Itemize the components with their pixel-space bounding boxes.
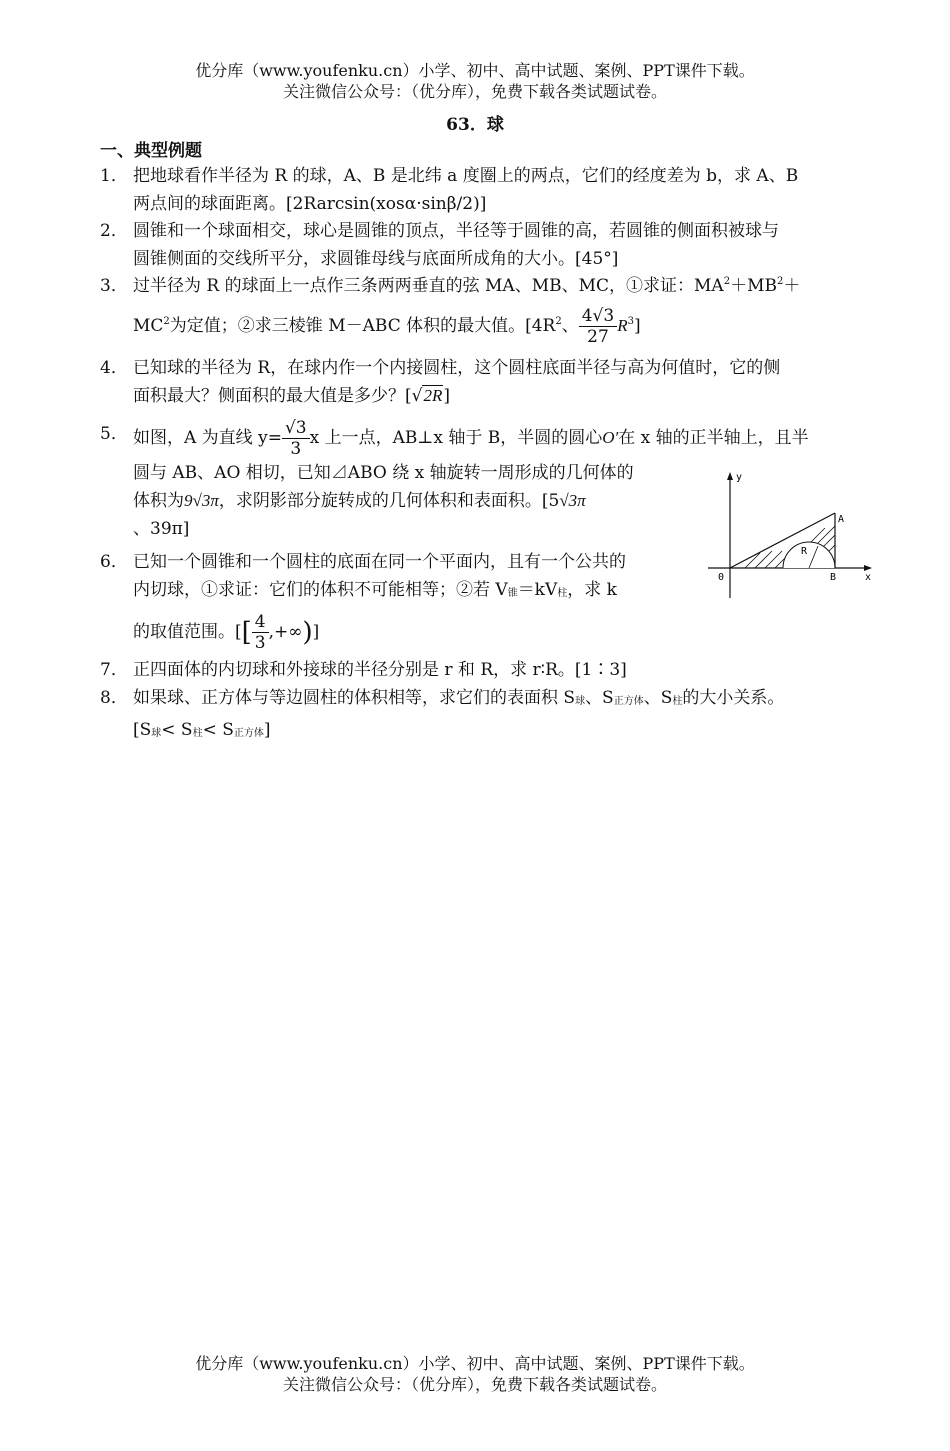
subscript: 锥	[507, 588, 518, 599]
fraction-numerator: 4	[252, 612, 269, 633]
problem-2	[100, 217, 852, 273]
fraction-denominator: 3	[254, 633, 266, 653]
fraction-denominator: 27	[587, 327, 609, 347]
semicircle	[783, 542, 835, 568]
problem-text: ，求阴影部分旋转成的几何体积和表面积。[5	[218, 491, 560, 511]
problem-text: 如图，A 为直线 y=	[133, 428, 282, 448]
problem-6: 6． 已知一个圆锥和一个圆柱的底面在同一个平面内，且有一个公共的 内切球，①求证：它们的体积不可能相等；②若 $V_锥=kV_柱$，求 k 的取值范围。[[ $\frac{4}{3}$ ,+∞)]	[100, 548, 852, 658]
problem-text: x 上一点，AB⊥x 轴于 B，半圆的圆心	[309, 428, 603, 448]
superscript: 2	[163, 316, 170, 327]
header-line2: 关注微信公众号：（优分库），免费下载各类试题试卷。	[282, 82, 667, 101]
problem-text: ]	[312, 622, 320, 642]
problem-text: 的取值范围。[	[133, 622, 242, 642]
fraction-numerator: 4√3	[579, 306, 617, 327]
problem-text: ]	[443, 386, 451, 406]
problem-7	[100, 656, 852, 684]
subscript: 球	[575, 696, 586, 707]
x-axis-arrow	[864, 565, 872, 571]
problem-text: 、S	[585, 688, 614, 708]
problem-text: 圆锥和一个球面相交，球心是圆锥的顶点，半径等于圆锥的高，若圆锥的侧面积被球与	[133, 221, 779, 241]
problem-number: 2．	[100, 221, 128, 241]
problem-text: MC	[133, 316, 164, 336]
problem-text: 、	[561, 316, 579, 336]
math-variable: O′	[602, 428, 619, 447]
problem-text: 、39π]	[133, 519, 190, 539]
problem-text: ＋	[783, 276, 801, 296]
problem-text: 两点间的球面距离。[2Rarcsin(xosα·sinβ/2)]	[133, 194, 487, 214]
label-y: y	[736, 472, 743, 483]
problem-number: 3．	[100, 276, 128, 296]
problem-number: 1．	[100, 166, 128, 186]
fraction	[579, 306, 617, 347]
label-a: A	[838, 514, 845, 525]
problem-number: 5．	[100, 424, 128, 444]
problem-text: 正四面体的内切球和外接球的半径分别是 r 和 R，求 r∶R。[1∶3]	[133, 660, 627, 680]
superscript: 2	[723, 276, 731, 287]
problem-text: < S	[161, 720, 193, 740]
subscript: 正方体	[613, 696, 644, 707]
problem-text: 、S	[643, 688, 673, 708]
problem-text: 把地球看作半径为 R 的球，A、B 是北纬 a 度圈上的两点，它们的经度差为 b，求 A、B	[133, 166, 799, 186]
problem-text: 面积最大？侧面积的最大值是多少？[	[133, 386, 412, 406]
problem-text: 体积为	[133, 491, 184, 511]
footer-line1: 优分库（www.youfenku.cn）小学、初中、高中试题、案例、PPT课件下载。	[195, 1354, 755, 1373]
problem-text: 的大小关系。	[682, 688, 785, 708]
problem-4: 4． 已知球的半径为 R，在球内作一个内接圆柱，这个圆柱底面半径与高为何值时，它的侧 面积最大？侧面积的最大值是多少？[√2R]	[100, 354, 852, 410]
footer-line2: 关注微信公众号：（优分库），免费下载各类试题试卷。	[282, 1375, 667, 1394]
problem-text: 已知一个圆锥和一个圆柱的底面在同一个平面内，且有一个公共的	[133, 552, 626, 572]
y-axis-arrow	[727, 472, 733, 480]
problem-8	[100, 684, 852, 740]
fraction	[252, 612, 269, 653]
problem-text: 圆锥侧面的交线所平分，求圆锥母线与底面所成角的大小。[45°]	[133, 249, 619, 269]
subscript: 球	[151, 728, 162, 739]
footer	[0, 1353, 950, 1395]
math-expression: 9√3π	[184, 491, 219, 510]
problem-3	[100, 272, 852, 352]
subscript: 柱	[557, 588, 568, 599]
subscript: 柱	[192, 728, 203, 739]
problem-text: 如果球、正方体与等边圆柱的体积相等，求它们的表面积 S	[133, 688, 576, 708]
subscript: 柱	[672, 696, 683, 707]
fraction-numerator: √3	[282, 418, 310, 439]
problem-text: ]	[633, 316, 641, 336]
problem-number: 8．	[100, 688, 128, 708]
section-heading: 一、典型例题	[100, 141, 202, 161]
problem-text: 过半径为 R 的球面上一点作三条两两垂直的弦 MA、MB、MC，①求证：MA	[133, 276, 724, 296]
label-b: B	[830, 572, 837, 583]
label-r: R	[801, 546, 808, 557]
problem-text: 为定值；②求三棱锥 M－ABC 体积的最大值。[4R	[169, 316, 556, 336]
superscript: 2	[776, 276, 784, 287]
header-line1: 优分库（www.youfenku.cn）小学、初中、高中试题、案例、PPT课件下载。	[195, 61, 755, 80]
fraction-denominator: 3	[290, 439, 302, 459]
label-origin: 0	[718, 572, 725, 583]
problem-text: ]	[263, 720, 271, 740]
problem-number: 6．	[100, 552, 128, 572]
problem-text: 在 x 轴的正半轴上，且半	[618, 428, 809, 448]
sqrt-expression: 2R	[423, 386, 443, 405]
superscript: 2	[555, 316, 562, 327]
problem-text: 已知球的半径为 R，在球内作一个内接圆柱，这个圆柱底面半径与高为何值时，它的侧	[133, 358, 781, 378]
interval-end: ,+∞	[268, 622, 303, 642]
fraction	[282, 418, 310, 459]
math-expression: √3π	[559, 491, 586, 510]
problem-text: ＝kV	[517, 580, 558, 600]
problem-text: 圆与 AB、AO 相切，已知⊿ABO 绕 x 轴旋转一周形成的几何体的	[133, 463, 634, 483]
problem-text: 内切球，①求证：它们的体积不可能相等；②若 V	[133, 580, 508, 600]
superscript: 3	[627, 316, 634, 327]
page-title: 63．球	[446, 115, 504, 135]
geometry-diagram	[700, 468, 880, 608]
problem-number: 4．	[100, 358, 128, 378]
header	[0, 60, 950, 102]
problem-1	[100, 162, 852, 218]
subscript: 正方体	[233, 728, 264, 739]
problem-text: < S	[202, 720, 234, 740]
problem-text: ，求 k	[567, 580, 617, 600]
problem-text: [S	[133, 720, 152, 740]
problem-text: ＋MB	[730, 276, 777, 296]
math-variable: R	[617, 316, 628, 335]
label-x: x	[865, 572, 872, 583]
problem-number: 7．	[100, 660, 128, 680]
